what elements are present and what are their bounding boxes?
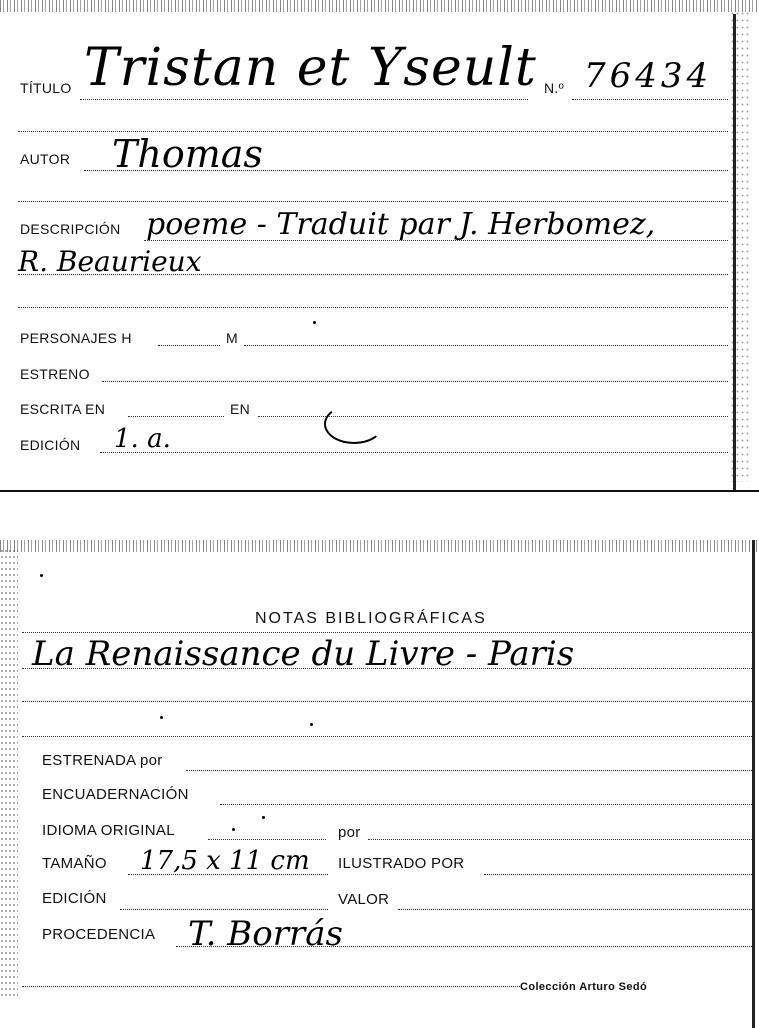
valor-label: VALOR bbox=[338, 891, 390, 908]
notes-heading: NOTAS BIBLIOGRÁFICAS bbox=[255, 610, 487, 627]
card-right-edge bbox=[752, 540, 755, 1028]
escrita-en-label: ESCRITA EN bbox=[20, 401, 106, 417]
estrenada-rule bbox=[186, 770, 752, 771]
titulo-label: TÍTULO bbox=[20, 80, 72, 96]
card-top-edge bbox=[0, 0, 759, 12]
estreno-rule bbox=[102, 381, 728, 382]
personajes-m-rule bbox=[244, 345, 728, 346]
edicion-value: 1. a. bbox=[114, 424, 171, 454]
personajes-m-label: M bbox=[226, 330, 238, 346]
descripcion-value-line2: R. Beaurieux bbox=[18, 245, 202, 278]
ruled-line bbox=[22, 701, 752, 702]
notes-value: La Renaissance du Livre - Paris bbox=[32, 634, 575, 674]
numero-rule bbox=[572, 99, 728, 100]
ink-dot bbox=[313, 321, 316, 324]
ink-dot bbox=[262, 816, 265, 819]
idioma-label: IDIOMA ORIGINAL bbox=[42, 822, 175, 839]
catalog-card-back bbox=[0, 540, 759, 1028]
autor-value: Thomas bbox=[112, 132, 263, 176]
ink-dot bbox=[40, 574, 43, 577]
catalog-card-front bbox=[0, 0, 759, 492]
valor-rule bbox=[398, 909, 752, 910]
por-rule bbox=[368, 839, 752, 840]
ilustrado-rule bbox=[484, 874, 752, 875]
descripcion-label: DESCRIPCIÓN bbox=[20, 221, 121, 237]
ink-dot bbox=[160, 716, 163, 719]
escrita-en2-label: EN bbox=[230, 401, 251, 417]
ink-dot bbox=[232, 828, 235, 831]
edicion-back-label: EDICIÓN bbox=[42, 890, 107, 907]
ruled-line bbox=[22, 986, 522, 987]
autor-label: AUTOR bbox=[20, 151, 71, 167]
titulo-value: Tristan et Yseult bbox=[84, 38, 537, 98]
card-right-edge bbox=[733, 14, 736, 492]
procedencia-label: PROCEDENCIA bbox=[42, 926, 156, 943]
descripcion-value-line1: poeme - Traduit par J. Herbomez, bbox=[146, 207, 656, 242]
edicion-rule bbox=[100, 452, 728, 453]
por-label: por bbox=[338, 824, 361, 841]
personajes-h-label: PERSONAJES H bbox=[20, 330, 132, 346]
ruled-line bbox=[18, 307, 728, 308]
escrita-en-rule bbox=[128, 416, 224, 417]
ilustrado-label: ILUSTRADO POR bbox=[338, 855, 465, 872]
ink-dot bbox=[310, 723, 313, 726]
card-top-edge bbox=[0, 540, 759, 552]
ruled-line bbox=[18, 201, 728, 202]
encuadernacion-rule bbox=[220, 804, 752, 805]
titulo-rule bbox=[80, 99, 528, 100]
ruled-line bbox=[22, 632, 752, 633]
estreno-label: ESTRENO bbox=[20, 366, 90, 382]
encuadernacion-label: ENCUADERNACIÓN bbox=[42, 786, 189, 803]
personajes-h-rule bbox=[158, 345, 220, 346]
collection-brand: Colección Arturo Sedó bbox=[520, 981, 648, 993]
idioma-rule bbox=[208, 839, 326, 840]
tamano-label: TAMAÑO bbox=[42, 855, 107, 872]
card-bottom-edge bbox=[0, 490, 759, 492]
card-edge-speckle bbox=[0, 548, 18, 998]
edicion-rule bbox=[120, 909, 328, 910]
procedencia-value: T. Borrás bbox=[188, 914, 343, 954]
ink-mark bbox=[324, 404, 384, 444]
numero-value: 76434 bbox=[584, 56, 713, 96]
ruled-line bbox=[22, 736, 752, 737]
estrenada-label: ESTRENADA por bbox=[42, 752, 163, 769]
edicion-label: EDICIÓN bbox=[20, 437, 81, 453]
numero-label: N.º bbox=[544, 80, 565, 96]
tamano-value: 17,5 x 11 cm bbox=[140, 846, 310, 876]
